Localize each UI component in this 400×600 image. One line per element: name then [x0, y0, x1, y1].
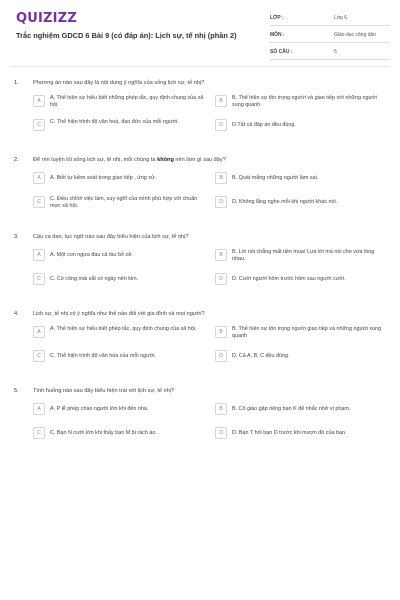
- question-number: 1.: [14, 80, 19, 86]
- option-text: D. Bạn T hỏi bạn D trước khi mượn đồ của bạn.: [232, 430, 347, 436]
- question-number: 5.: [14, 388, 19, 394]
- question-text: Để rèn luyện lối sống lịch sự, tế nhị, mỗi chúng ta không nên làm gì sau đây?: [33, 157, 226, 163]
- question-1: [0, 76, 400, 153]
- option-letter-box: C: [33, 119, 45, 131]
- option-letter-box: C: [33, 273, 45, 285]
- meta-row-grade: [270, 12, 390, 26]
- meta-row-subject: [270, 29, 390, 43]
- option-letter-box: B: [215, 172, 227, 184]
- question-number: 2.: [14, 157, 19, 163]
- option-letter-box: B: [215, 326, 227, 338]
- option-letter-box: C: [33, 196, 45, 208]
- meta-key: MÔN :: [270, 32, 285, 38]
- option-text: B. Cô giáo gặp riêng bạn K để nhắc nhở vi phạm.: [232, 406, 351, 412]
- option-letter-box: A: [33, 326, 45, 338]
- question-2: [0, 153, 400, 230]
- meta-value: 5: [334, 49, 337, 55]
- meta-value: Giáo dục công dân: [334, 32, 376, 38]
- option-letter-box: C: [33, 350, 45, 362]
- option-text: C. Bạn N cười lớn khi thấy bạn M bị rách áo.: [50, 430, 157, 436]
- option-text: B. Thể hiện sự tôn trọng người giao tiếp và những người xung quanh: [232, 326, 382, 340]
- option-text: C. Có công mài sắt có ngày nên kim.: [50, 276, 139, 282]
- meta-key: SỐ CÂU :: [270, 49, 293, 55]
- question-text: Câu ca dao, tục ngữ nào sau đây biểu hiện của lịch sự, tế nhị?: [33, 234, 189, 240]
- option-letter-box: A: [33, 95, 45, 107]
- option-text: A. Thể hiện sự hiểu biết phép tắc, quy định chung của xã hội.: [50, 326, 197, 332]
- option-text: C. Điều chỉnh việc làm, suy nghĩ của mình phù hợp với chuẩn mực xã hội.: [50, 196, 198, 210]
- option-letter-box: D: [215, 196, 227, 208]
- option-text: B. Lời nói chẳng mất tiền mua/ Lựa lời mà nói cho vừa lòng nhau.: [232, 249, 375, 263]
- question-text: Phương án nào sau đây là nội dung ý nghĩa của sống lịch sự, tế nhị?: [33, 80, 205, 86]
- option-text: D. Không lắng nghe mỗi khi người khác nói.: [232, 199, 338, 205]
- meta-value: Lớp 6: [334, 15, 348, 21]
- page-title: Trắc nghiệm GDCD 6 Bài 9 (có đáp án): Lịch sự, tế nhị (phần 2): [16, 31, 237, 40]
- option-text: A. Một con ngựa đau cả tàu bỏ cỏ.: [50, 252, 133, 258]
- option-letter-box: B: [215, 403, 227, 415]
- option-letter-box: D: [215, 119, 227, 131]
- option-letter-box: B: [215, 95, 227, 107]
- option-letter-box: D: [215, 350, 227, 362]
- option-text: D.Tất cả đáp án đều đúng.: [232, 122, 296, 128]
- page-header: [0, 0, 400, 62]
- option-text: D. Cười người hôm trước hôm sau người cười.: [232, 276, 346, 282]
- question-4: [0, 307, 400, 384]
- option-letter-box: D: [215, 427, 227, 439]
- option-letter-box: A: [33, 249, 45, 261]
- option-text: A. P lễ phép chào người lớn khi đến nhà.: [50, 406, 149, 412]
- option-text: B. Thể hiện sự tôn trọng người và giao tiếp với những người xung quanh.: [232, 95, 377, 109]
- option-letter-box: A: [33, 403, 45, 415]
- question-text: Lịch sự, tế nhị có ý nghĩa như thế nào đối với gia đình và mọi người?: [33, 311, 205, 317]
- option-text: D. Cả A, B, C đều đúng.: [232, 353, 290, 359]
- question-3: [0, 230, 400, 307]
- question-text: Tình huống nào sau đây biểu hiện trái với lịch sự, tế nhị?: [33, 388, 175, 394]
- question-number: 4.: [14, 311, 19, 317]
- question-list: [0, 76, 400, 461]
- option-text: C. Thể hiện trình độ văn hóa của mỗi người.: [50, 353, 156, 359]
- meta-row-count: [270, 46, 390, 60]
- meta-key: LỚP :: [270, 15, 284, 21]
- option-letter-box: B: [215, 249, 227, 261]
- option-text: A. Biết tự kiềm soát trong giao tiếp , ứng xử.: [50, 175, 157, 181]
- option-letter-box: D: [215, 273, 227, 285]
- question-number: 3.: [14, 234, 19, 240]
- option-text: B. Quát mắng những người làm sai.: [232, 175, 319, 181]
- option-text: C. Thể hiện trình độ văn hoá, đạo đức của mỗi người.: [50, 119, 179, 125]
- option-text: A. Thể hiện sự hiểu biết những phép tắc, quy định chung của xã hội.: [50, 95, 204, 109]
- header-divider: [10, 66, 390, 67]
- emphasis-word: không: [157, 157, 174, 163]
- question-5: [0, 384, 400, 461]
- option-letter-box: A: [33, 172, 45, 184]
- quizizz-logo: QUIZIZZ: [16, 11, 77, 26]
- meta-info: [270, 12, 390, 63]
- option-letter-box: C: [33, 427, 45, 439]
